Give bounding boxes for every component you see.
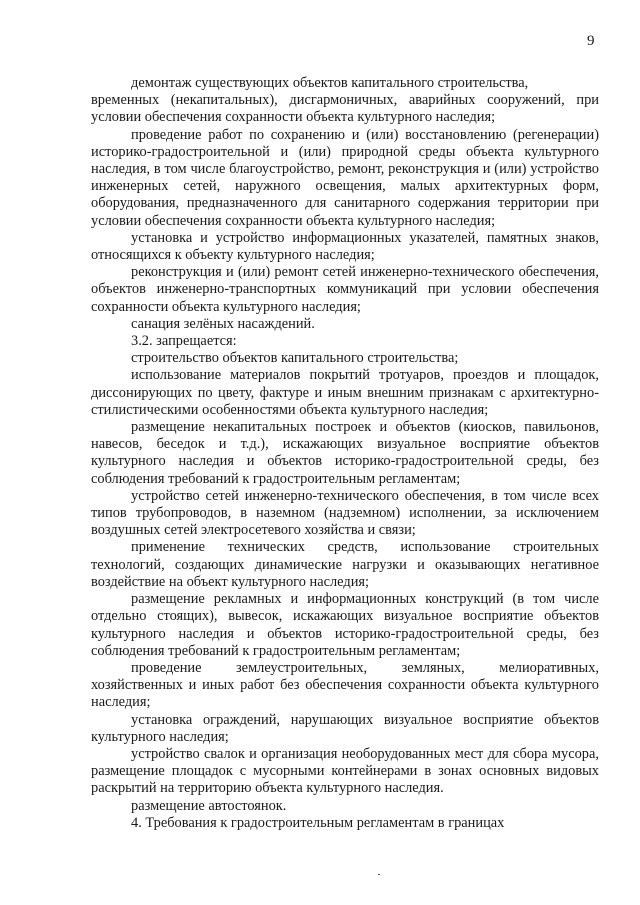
paragraph: проведение работ по сохранению и (или) восстановлению (регенерации) историко-градостроительной и (или) природной среды объекта культурного наследия, в том числе благоустройство, ремонт, реконструкция и (или) устройство инженерных сетей, наружного освещения, малых архитектурных форм, оборудования, предназначенного для санитарного содержания территории при условии обеспечения сохранности объекта культурного наследия; bbox=[91, 126, 599, 229]
paragraph: установка и устройство информационных указателей, памятных знаков, относящихся к объекту культурного наследия; bbox=[91, 229, 599, 264]
page-number: 9 bbox=[587, 33, 595, 49]
scan-artifact bbox=[378, 874, 380, 875]
paragraph: строительство объектов капитального строительства; bbox=[131, 350, 459, 367]
paragraph: использование материалов покрытий тротуаров, проездов и площадок, диссонирующих по цвету, фактуре и иным внешним признакам с архитектурно-стилистическими особенностями объекта культурного наследия; bbox=[91, 367, 599, 418]
paragraph: проведение землеустроительных, земляных, мелиоративных, хозяйственных и иных работ без обеспечения сохранности объекта культурного наследия; bbox=[91, 659, 599, 711]
section-heading: 3.2. запрещается: bbox=[131, 333, 237, 350]
paragraph: установка ограждений, нарушающих визуальное восприятие объектов культурного наследия; bbox=[91, 711, 599, 745]
paragraph: размещение некапитальных построек и объектов (киосков, павильонов, навесов, беседок и т.д.), искажающих визуальное восприятие объектов культурного наследия и объектов историко-градостроительной среды, без соблюдения требований к градостроительным регламентам; bbox=[91, 419, 599, 487]
paragraph: размещение рекламных и информационных конструкций (в том числе отдельно стоящих), вывесок, искажающих визуальное восприятие объектов культурного наследия и объектов историко-градостроительной среды, без соблюдения требований к градостроительным регламентам; bbox=[91, 591, 599, 659]
paragraph: размещение автостоянок. bbox=[131, 797, 287, 814]
paragraph: устройство свалок и организация необорудованных мест для сбора мусора, размещение площадок с мусорными контейнерами в зонах основных видовых раскрытий на территорию объекта культурного наследия. bbox=[91, 745, 599, 797]
paragraph: демонтаж существующих объектов капитального строительства, временных (некапитальных), дисгармоничных, аварийных сооружений, при условии обеспечения сохранности объекта культурного наследия; bbox=[91, 75, 599, 126]
section-heading: 4. Требования к градостроительным регламентам в границах bbox=[131, 814, 505, 831]
document-body bbox=[91, 75, 599, 832]
paragraph: устройство сетей инженерно-технического обеспечения, в том числе всех типов трубопроводов, в наземном (надземном) исполнении, за исключением воздушных сетей электросетевого хозяйства и связи; bbox=[91, 487, 599, 539]
paragraph: санация зелёных насаждений. bbox=[131, 315, 315, 332]
paragraph: применение технических средств, использование строительных технологий, создающих динамические нагрузки и оказывающих негативное воздействие на объект культурного наследия; bbox=[91, 539, 599, 590]
paragraph: реконструкция и (или) ремонт сетей инженерно-технического обеспечения, объектов инженерно-транспортных коммуникаций при условии обеспечения сохранности объекта культурного наследия; bbox=[91, 264, 599, 315]
